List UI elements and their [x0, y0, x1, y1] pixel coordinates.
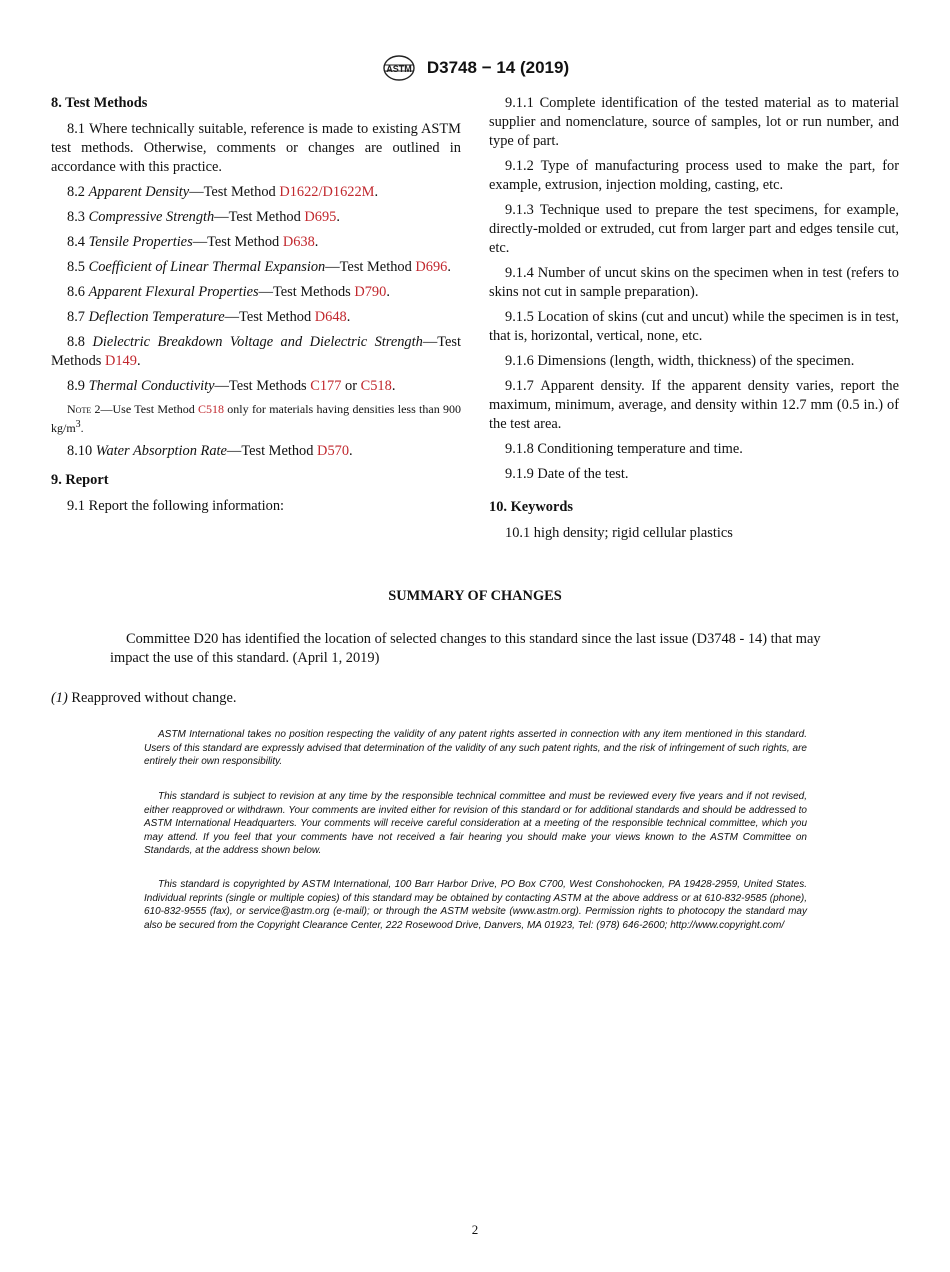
paragraph-8-2: 8.2 Apparent Density—Test Method D1622/D1622M. [67, 184, 379, 200]
standard-designation: D3748 − 14 (2019) [426, 58, 570, 77]
summary-of-changes-text: Committee D20 has identified the location of selected changes to this standard since the last issue (D3748 - 14) that may impact the use of this standard. (April 1, 2019) [110, 631, 821, 666]
paragraph-8-6: 8.6 Apparent Flexural Properties—Test Methods D790. [67, 284, 390, 300]
paragraph-9-1-9: 9.1.9 Date of the test. [505, 466, 629, 482]
paragraph-8-1: 8.1 Where technically suitable, reference is made to existing ASTM test methods. Otherwise, comments or changes are outlined in accordance with this practice. [51, 121, 461, 175]
link-d149[interactable]: D149 [104, 353, 137, 369]
paragraph-10-1: 10.1 high density; rigid cellular plastics [505, 525, 733, 541]
paragraph-9-1: 9.1 Report the following information: [67, 498, 285, 514]
left-column [51, 94, 461, 522]
paragraph-8-9: 8.9 Thermal Conductivity—Test Methods C177 or C518. [67, 378, 396, 394]
paragraph-9-1-2: 9.1.2 Type of manufacturing process used to make the part, for example, extrusion, injection molding, casting, etc. [489, 158, 899, 193]
paragraph-8-8: 8.8 Dielectric Breakdown Voltage and Dielectric Strength—Test Methods D149. [51, 334, 461, 369]
summary-of-changes-title: SUMMARY OF CHANGES [388, 588, 562, 604]
paragraph-9-1-1: 9.1.1 Complete identification of the tested material as to material supplier and nomenclature, source of samples, lot or run number, and type of part. [489, 95, 899, 149]
link-d790[interactable]: D790 [354, 284, 387, 300]
change-item-1: (1) Reapproved without change. [51, 690, 237, 706]
section-8-heading: 8. Test Methods [51, 95, 148, 111]
link-d695[interactable]: D695 [304, 209, 337, 225]
paragraph-9-1-8: 9.1.8 Conditioning temperature and time. [505, 441, 743, 457]
paragraph-9-1-4: 9.1.4 Number of uncut skins on the specimen when in test (refers to skins not cut in sample preparation). [489, 265, 899, 300]
link-c518-note[interactable]: C518 [198, 402, 225, 416]
link-c177[interactable]: C177 [310, 378, 342, 394]
paragraph-8-7: 8.7 Deflection Temperature—Test Method D648. [67, 309, 351, 325]
paragraph-8-10: 8.10 Water Absorption Rate—Test Method D570. [67, 443, 353, 459]
page-header [0, 54, 950, 82]
page-number: 2 [471, 1222, 479, 1237]
link-d570[interactable]: D570 [317, 443, 350, 459]
paragraph-8-5: 8.5 Coefficient of Linear Thermal Expansion—Test Method D696. [67, 259, 451, 275]
patent-notice: ASTM International takes no position respecting the validity of any patent rights asserted in connection with any item mentioned in this standard. Users of this standard are expressly advised that determination of the validity of any such patent rights, and the risk of infringement of such rights, are entirely their own responsibility. [144, 729, 807, 768]
section-9-heading: 9. Report [51, 472, 109, 488]
svg-text:ASTM: ASTM [386, 64, 412, 74]
paragraph-9-1-5: 9.1.5 Location of skins (cut and uncut) while the specimen is in test, that is, horizontal, vertical, none, etc. [489, 309, 899, 344]
link-d638[interactable]: D638 [282, 234, 315, 250]
right-column [489, 94, 899, 549]
astm-logo-icon [381, 54, 417, 82]
note-2: Note 2—Use Test Method C518 only for materials having densities less than 900 $kg/m^3$. [51, 402, 461, 435]
paragraph-9-1-6: 9.1.6 Dimensions (length, width, thickness) of the specimen. [505, 353, 855, 369]
link-d696[interactable]: D696 [415, 259, 448, 275]
link-d648[interactable]: D648 [314, 309, 347, 325]
paragraph-8-3: 8.3 Compressive Strength—Test Method D695. [67, 209, 340, 225]
section-10-heading: 10. Keywords [489, 499, 573, 515]
copyright-notice: This standard is copyrighted by ASTM International, 100 Barr Harbor Drive, PO Box C700, West Conshohocken, PA 19428-2959, United States. Individual reprints (single or multiple copies) of this standard may be obtained by contacting ASTM at the above address or at 610-832-9585 (phone), 610-832-9555 (fax), or service@astm.org (e-mail); or through the ASTM website (www.astm.org). Permission rights to photocopy the standard may also be secured from the Copyright Clearance Center, 222 Rosewood Drive, Danvers, MA 01923, Tel: (978) 646-2600; http://www.copyright.com/ [144, 879, 807, 931]
link-d1622[interactable]: D1622/D1622M [279, 184, 375, 200]
link-c518[interactable]: C518 [360, 378, 392, 394]
revision-notice: This standard is subject to revision at any time by the responsible technical committee and must be reviewed every five years and if not revised, either reapproved or withdrawn. Your comments are invited either for revision of this standard or for additional standards and should be addressed to ASTM International Headquarters. Your comments will receive careful consideration at a meeting of the responsible technical committee, which you may attend. If you feel that your comments have not received a fair hearing you should make your views known to the ASTM Committee on Standards, at the address shown below. [144, 791, 807, 857]
paragraph-9-1-7: 9.1.7 Apparent density. If the apparent density varies, report the maximum, minimum, average, and density within 12.7 mm (0.5 in.) of the test area. [489, 378, 899, 432]
paragraph-9-1-3: 9.1.3 Technique used to prepare the test specimens, for example, directly-molded or extruded, cut from larger part and edges tensile cut, etc. [489, 202, 899, 256]
paragraph-8-4: 8.4 Tensile Properties—Test Method D638. [67, 234, 319, 250]
